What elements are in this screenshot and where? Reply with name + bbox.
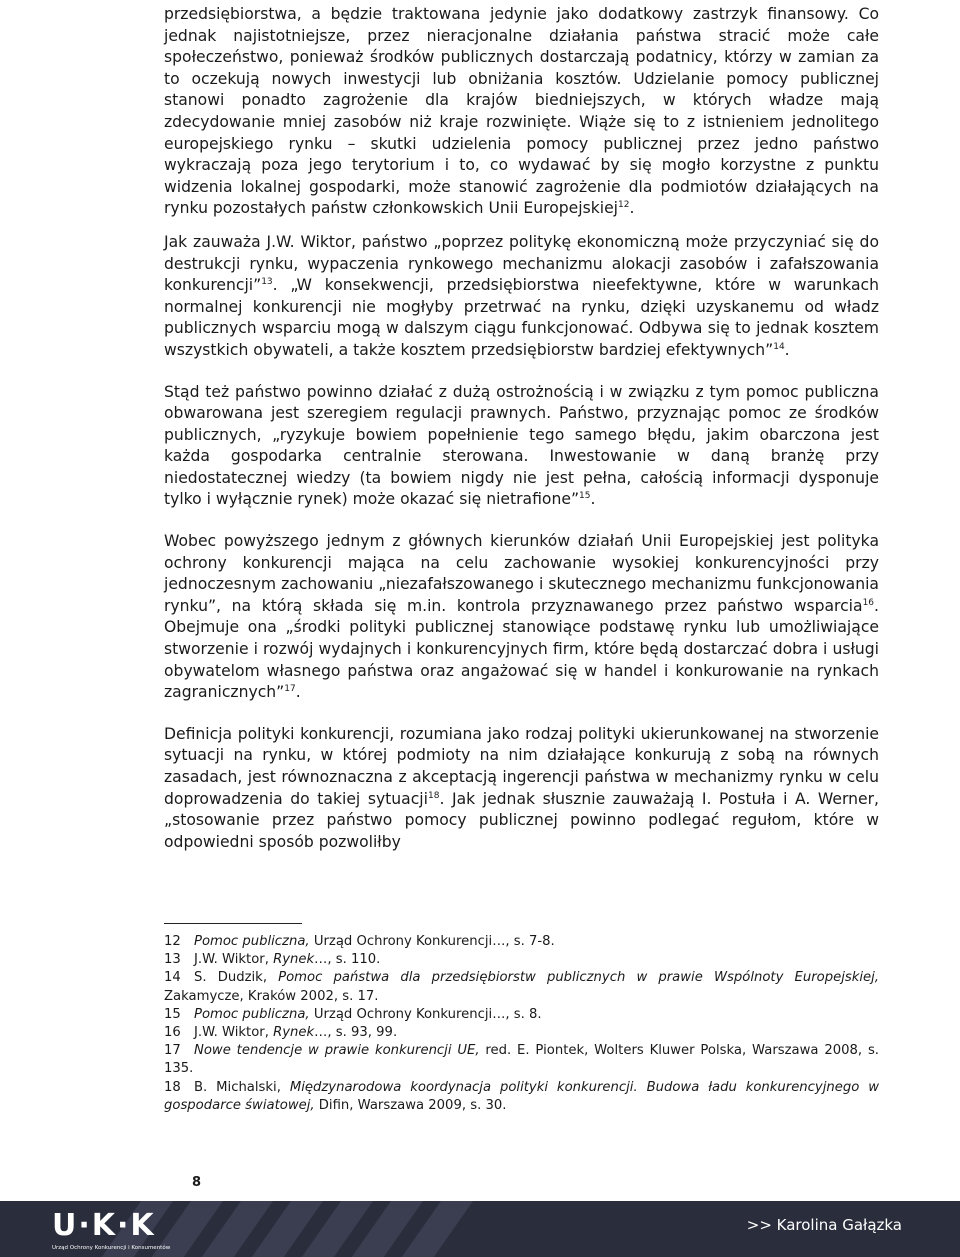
footnote: 18 B. Michalski, Międzynarodowa koordynacja polityki konkurencji. Budowa ładu konkurencyjnego w gospodarce światowej, Difin, Warszawa 2009, s. 30.: [164, 1079, 880, 1113]
paragraph: Definicja polityki konkurencji, rozumiana jako rodzaj polityki ukierunkowanej na stworzenie sytuacji na rynku, w której podmioty na nim działające konkurują z sobą na równych zasadach, jest równoznaczna z akceptacją ingerencji państwa w mechanizmy rynku w celu doprowadzenia do takiej sytuacji$^{18}$. Jak jednak słusznie zauważają I. Postuła i A. Werner, „stosowanie przez państwo pomocy publicznej powinno podlegać regułom, które w odpowiedni sposób pozwoliłby: [164, 724, 879, 851]
main-text: [164, 4, 879, 873]
page-number: 8: [192, 1175, 202, 1190]
footnote: 14 S. Dudzik, Pomoc państwa dla przedsiębiorstw publicznych w prawie Wspólnoty Europejskiej, Zakamycze, Kraków 2002, s. 17.: [164, 970, 880, 1004]
footnote-ref[interactable]: 16: [862, 597, 875, 608]
footnote-ref[interactable]: 12: [618, 200, 630, 211]
footnote: 13 J.W. Wiktor, Rynek…, s. 110.: [164, 952, 381, 968]
footnote: 15 Pomoc publiczna, Urząd Ochrony Konkurencji…, s. 8.: [164, 1006, 542, 1022]
footnote-ref[interactable]: 14: [773, 341, 785, 352]
paragraph: Stąd też państwo powinno działać z dużą ostrożnością i w związku z tym pomoc publiczna obwarowana jest szeregiem regulacji prawnych. Państwo, przyznając pomoc ze środków publicznych, „ryzykuje bowiem popełnienie tego samego błędu, jakim obarczona jest każda gospodarka centralnie sterowana. Inwestowanie w daną branżę przy niedostatecznej wiedzy (ta bowiem nigdy nie jest pełna, całością informacji dysponuje tylko i wyłącznie rynek) może okazać się nietrafione”$^{15}$.: [164, 382, 879, 509]
footnote-ref[interactable]: 15: [579, 491, 591, 502]
uokik-logo: [52, 1208, 171, 1254]
footnote-ref[interactable]: 13: [261, 276, 273, 287]
logo-subtitle: Urząd Ochrony Konkurencji i Konsumentów: [52, 1245, 171, 1251]
footnotes: [164, 933, 879, 1115]
footnote: 17 Nowe tendencje w prawie konkurencji UE, red. E. Piontek, Wolters Kluwer Polska, Warszawa 2008, s. 135.: [164, 1043, 880, 1077]
footnote-ref[interactable]: 17: [284, 684, 296, 695]
footnote: 16 J.W. Wiktor, Rynek…, s. 93, 99.: [164, 1025, 398, 1041]
footnote-divider: [164, 923, 302, 924]
paragraph: Wobec powyższego jednym z głównych kierunków działań Unii Europejskiej jest polityka ochrony konkurencji mająca na celu zachowanie wysokiej konkurencyjności przy jednoczesnym zachowaniu „niezafałszowanego i skutecznego mechanizmu funkcjonowania rynku”, na którą składa się m.in. kontrola przyznawanego przez państwo wsparcia$^{16}$. Obejmuje ona „środki polityki publicznej stanowiące podstawę rynku lub umożliwiające stworzenie i rozwój wydajnych i konkurencyjnych firm, które będą dostarczać dobra i usługi obywatelom własnego państwa oraz angażować się w handel i konkurowanie na rynkach zagranicznych”$^{17}$.: [164, 532, 879, 702]
footnote: 12 Pomoc publiczna, Urząd Ochrony Konkurencji…, s. 7-8.: [164, 934, 555, 949]
paragraph: przedsiębiorstwa, a będzie traktowana jedynie jako dodatkowy zastrzyk finansowy. Co jednak najistotniejsze, przez nieracjonalne działania państwa stracić może całe społeczeństwo, ponieważ środków publicznych dostarczają podatnicy, którzy w zamian za to oczekują nowych inwestycji lub obniżania kosztów. Udzielanie pomocy publicznej stanowi ponadto zagrożenie dla krajów biedniejszych, w których władze mają zdecydowanie mniej zasobów niż kraje rozwinięte. Wiąże się to z istnieniem jednolitego europejskiego rynku – skutki udzielenia pomocy publicznej przez jedno państwo wykraczają poza jego terytorium i to, co wydawać by się mogło korzystne z punktu widzenia lokalnej gospodarki, może stanowić zagrożenie dla podmiotów działających na rynku pozostałych państw członkowskich Unii Europejskiej$^{12}$.: [164, 5, 879, 218]
logo-mark: U·K·K: [52, 1208, 156, 1243]
author-name: >> Karolina Gałązka: [746, 1216, 902, 1234]
footnote-ref[interactable]: 18: [427, 790, 440, 801]
paragraph: Jak zauważa J.W. Wiktor, państwo „poprzez politykę ekonomiczną może przyczyniać się do destrukcji rynku, wypaczenia rynkowego mechanizmu alokacji zasobów i zafałszowania konkurencji”$^{13}$. „W konsekwencji, przedsiębiorstwa nieefektywne, które w warunkach normalnej konkurencji nie mogłyby przetrwać na rynku, dzięki uzyskanemu od władz publicznych wsparciu mogą w dalszym ciągu funkcjonować. Odbywa się to jednak kosztem wszystkich obywateli, a także kosztem przedsiębiorstw bardziej efektywnych”$^{14}$.: [164, 232, 879, 359]
